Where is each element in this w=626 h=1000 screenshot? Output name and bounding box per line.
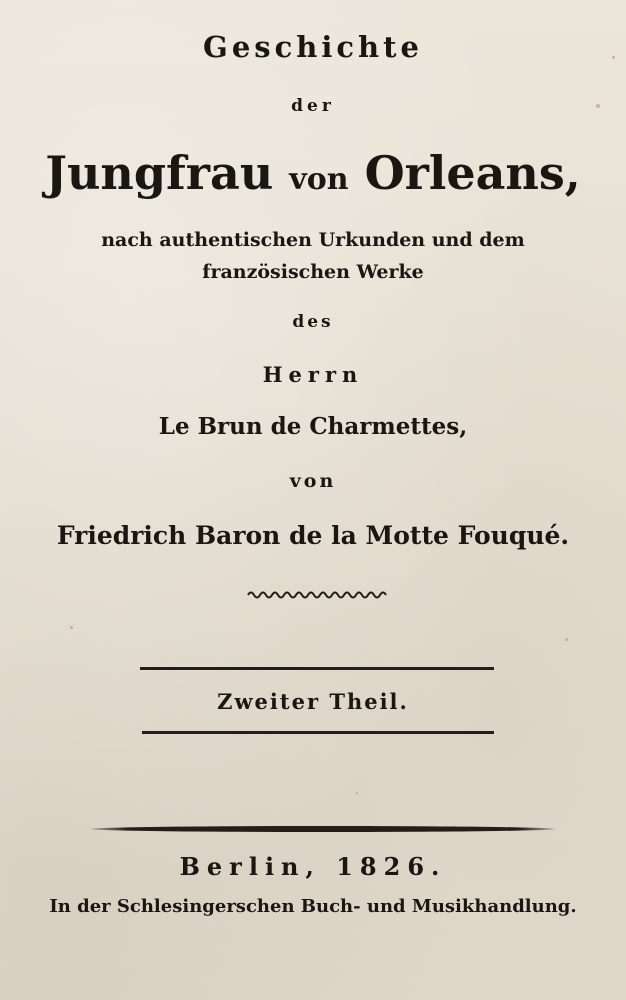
rule-above-volume bbox=[140, 667, 494, 670]
volume-label: Zweiter Theil. bbox=[217, 689, 409, 714]
main-title-orleans: Orleans, bbox=[364, 146, 581, 200]
main-title bbox=[0, 146, 626, 200]
subtitle-line-1: nach authentischen Urkunden und dem bbox=[101, 229, 525, 251]
paper-spot bbox=[70, 626, 73, 629]
title-line-geschichte: Geschichte bbox=[203, 30, 423, 64]
rule-below-volume bbox=[142, 731, 494, 734]
von-line: von bbox=[289, 470, 337, 492]
main-title-von: von bbox=[289, 162, 349, 197]
subtitle-line-2: französischen Werke bbox=[202, 261, 424, 283]
author-line: Friedrich Baron de la Motte Fouqué. bbox=[56, 521, 570, 550]
original-author: Le Brun de Charmettes, bbox=[158, 413, 468, 440]
place-year: Berlin, 1826. bbox=[179, 852, 447, 881]
imprint-rule bbox=[90, 826, 556, 832]
paper-spot bbox=[356, 792, 358, 794]
paper-spot bbox=[565, 638, 568, 641]
des-line: des bbox=[292, 312, 334, 332]
herrn-line: Herrn bbox=[262, 362, 364, 387]
main-title-jungfrau: Jungfrau bbox=[45, 146, 274, 200]
publisher-line: In der Schlesingerschen Buch- und Musikhandlung. bbox=[49, 896, 577, 917]
title-line-der: der bbox=[291, 96, 335, 116]
wavy-ornament bbox=[246, 588, 388, 602]
